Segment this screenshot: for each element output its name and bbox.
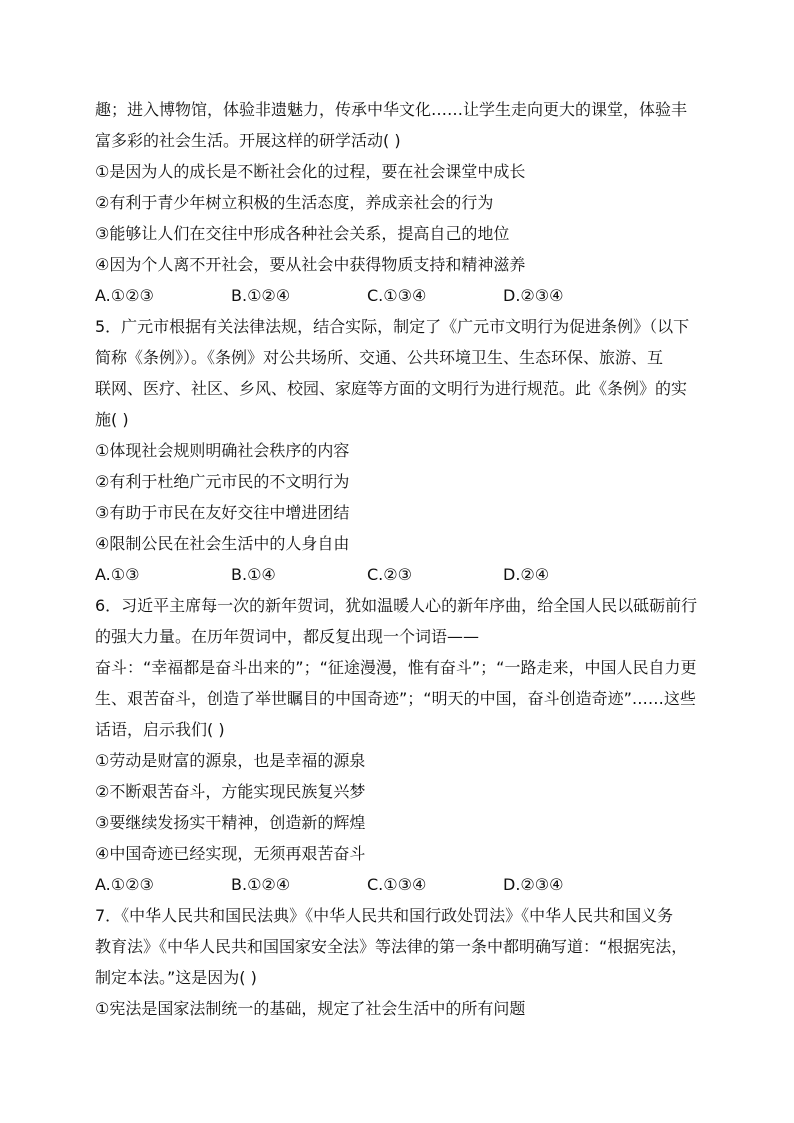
statement-item: ③能够让人们在交往中形成各种社会关系，提高自己的地位: [95, 224, 510, 243]
statement-item: ④因为个人离不开社会，要从社会中获得物质支持和精神滋养: [95, 255, 526, 274]
option-d: D.②③④: [503, 286, 564, 305]
option-c: C.①③④: [367, 286, 427, 305]
question-content: [95, 94, 705, 1024]
option-d: D.②③④: [503, 875, 564, 894]
question-stem-line: 生、艰苦奋斗，创造了举世瞩目的中国奇迹”；“明天的中国，奋斗创造奇迹”……这些: [95, 689, 696, 708]
statement-item: ①劳动是财富的源泉，也是幸福的源泉: [95, 751, 366, 770]
statement-item: ④中国奇迹已经实现，无须再艰苦奋斗: [95, 844, 366, 863]
question-stem-line: 奋斗：“幸福都是奋斗出来的”；“征途漫漫，惟有奋斗”；“一路走来，中国人民自力更: [95, 658, 697, 677]
option-a: A.①③: [95, 565, 140, 584]
question-7: [95, 900, 705, 1024]
question-stem-line: 教育法》《中华人民共和国国家安全法》等法律的第一条中都明确写道：“根据宪法，: [95, 937, 688, 956]
question-stem-line: 施( ): [95, 410, 129, 429]
statement-item: ③有助于市民在友好交往中增进团结: [95, 503, 350, 522]
option-a: A.①②③: [95, 286, 154, 305]
statement-item: ①体现社会规则明确社会秩序的内容: [95, 441, 350, 460]
option-a: A.①②③: [95, 875, 154, 894]
option-b: B.①②④: [231, 875, 291, 894]
statement-item: ②有利于杜绝广元市民的不文明行为: [95, 472, 350, 491]
question-stem-line: 5．广元市根据有关法律法规，结合实际，制定了《广元市文明行为促进条例》（以下: [95, 317, 690, 336]
answer-options: [95, 869, 705, 900]
question-stem-line: 话语，启示我们( ): [95, 720, 225, 739]
question-stem-line: 简称《条例》）。《条例》对公共场所、交通、公共环境卫生、生态环保、旅游、互: [95, 348, 664, 367]
option-b: B.①②④: [231, 286, 291, 305]
statement-item: ②有利于青少年树立积极的生活态度，养成亲社会的行为: [95, 193, 494, 212]
question-stem-line: 趣；进入博物馆，体验非遗魅力，传承中华文化……让学生走向更大的课堂，体验丰: [95, 100, 688, 119]
question-5: [95, 311, 705, 590]
statement-item: ①宪法是国家法制统一的基础，规定了社会生活中的所有问题: [95, 999, 526, 1018]
question-stem-line: 的强大力量。在历年贺词中，都反复出现一个词语——: [95, 627, 480, 646]
statement-item: ④限制公民在社会生活中的人身自由: [95, 534, 350, 553]
question-stem-line: 富多彩的社会生活。开展这样的研学活动( ): [95, 131, 401, 150]
question-6: [95, 590, 705, 900]
option-d: D.②④: [503, 565, 550, 584]
question-stem-line: 6．习近平主席每一次的新年贺词，犹如温暖人心的新年序曲，给全国人民以砥砺前行: [95, 596, 698, 615]
question-stem-line: 7．《中华人民共和国民法典》《中华人民共和国行政处罚法》《中华人民共和国义务: [95, 906, 674, 925]
option-c: C.②③: [367, 565, 412, 584]
answer-options: [95, 280, 705, 311]
statement-item: ①是因为人的成长是不断社会化的过程，要在社会课堂中成长: [95, 162, 526, 181]
statement-item: ②不断艰苦奋斗，方能实现民族复兴梦: [95, 782, 366, 801]
option-c: C.①③④: [367, 875, 427, 894]
question-stem-line: 联网、医疗、社区、乡风、校园、家庭等方面的文明行为进行规范。此《条例》的实: [95, 379, 688, 398]
option-b: B.①④: [231, 565, 276, 584]
question-stem-line: 制定本法。”这是因为( ): [95, 968, 257, 987]
question-4: [95, 94, 705, 311]
statement-item: ③要继续发扬实干精神，创造新的辉煌: [95, 813, 366, 832]
answer-options: [95, 559, 705, 590]
